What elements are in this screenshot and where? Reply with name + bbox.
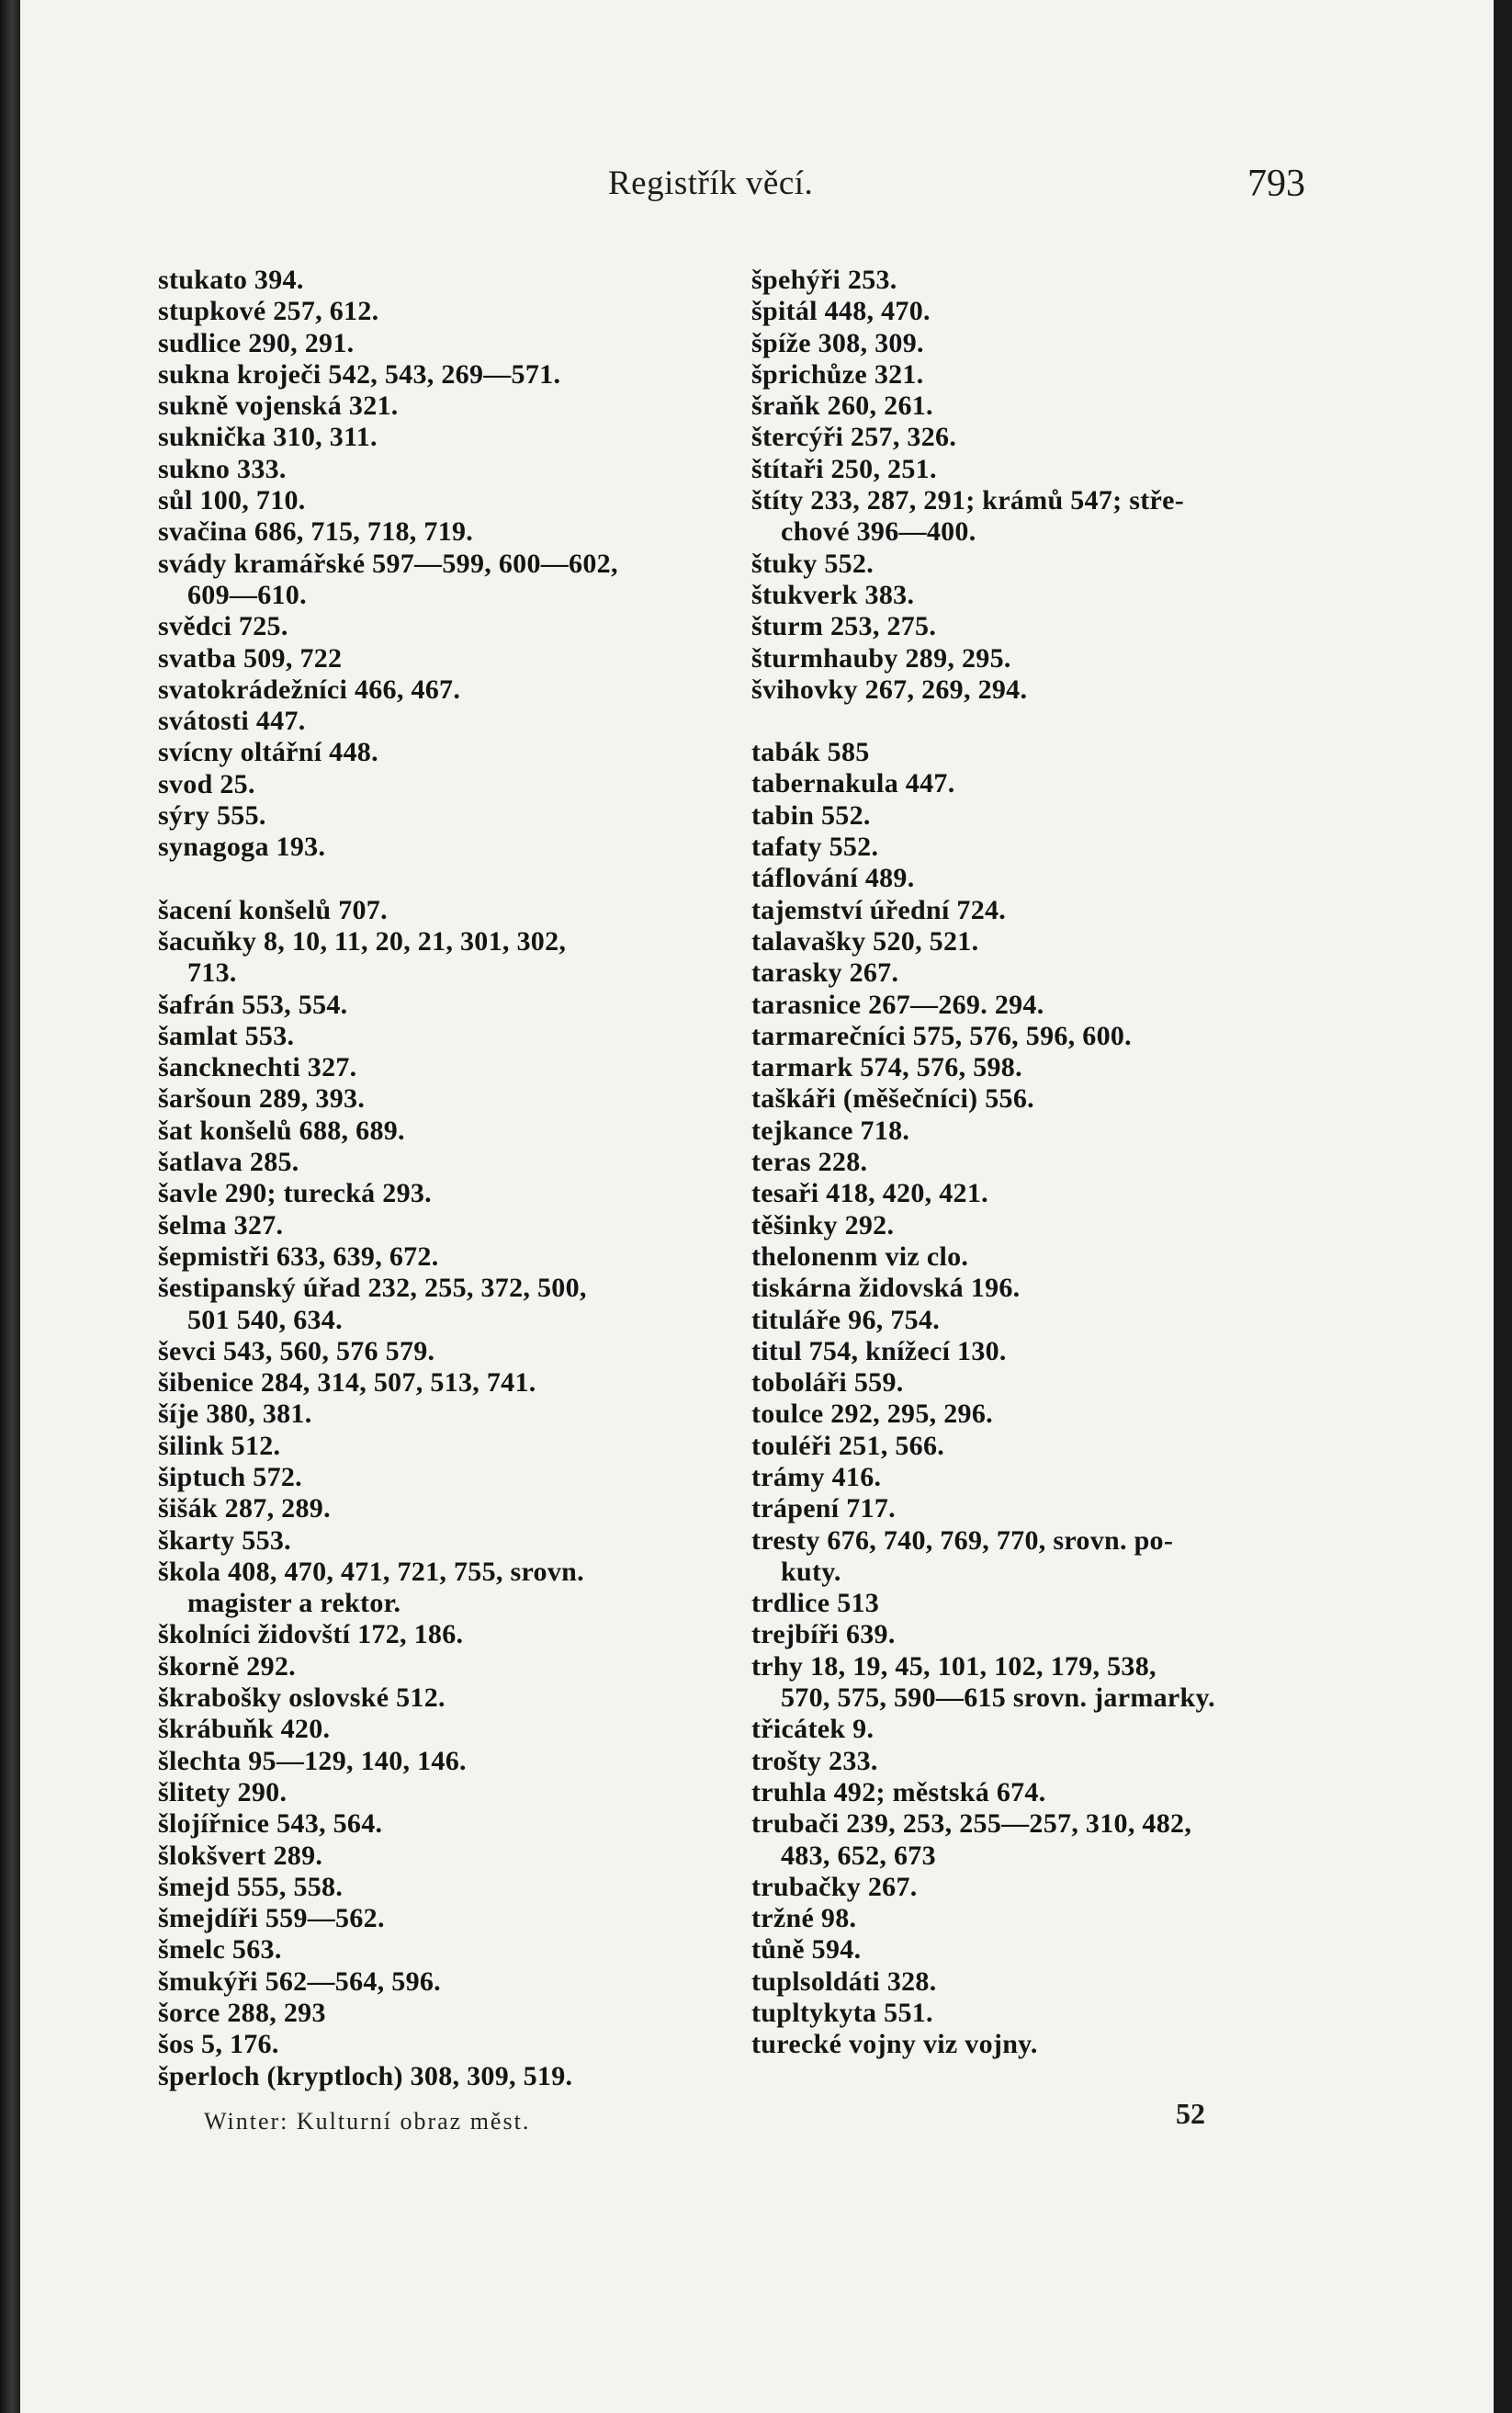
index-entry: šos 5, 176. — [158, 2029, 279, 2060]
index-entry: toulce 292, 295, 296. — [751, 1399, 993, 1430]
index-entry: třicátek 9. — [751, 1714, 874, 1745]
index-entry: sůl 100, 710. — [158, 485, 306, 516]
index-entry: šmelc 563. — [158, 1934, 282, 1966]
index-entry: tresty 676, 740, 769, 770, srovn. po- — [751, 1524, 1174, 1556]
index-entry-continuation: 501 540, 634. — [187, 1304, 343, 1335]
index-entry: šatlava 285. — [158, 1147, 299, 1178]
index-entry-continuation: 570, 575, 590—615 srovn. jarmarky. — [781, 1682, 1215, 1714]
index-entry: tarmark 574, 576, 598. — [751, 1052, 1022, 1083]
index-entry: škola 408, 470, 471, 721, 755, srovn. — [158, 1556, 584, 1587]
index-entry: tarasky 267. — [751, 957, 899, 989]
index-entry: těšinky 292. — [751, 1209, 895, 1240]
index-entry: šafrán 553, 554. — [158, 989, 348, 1020]
index-entry: svědci 725. — [158, 611, 288, 642]
index-entry: šmejdíři 559—562. — [158, 1903, 385, 1934]
index-entry: šaršoun 289, 393. — [158, 1083, 366, 1115]
index-column-right — [751, 265, 1348, 2061]
index-entry: šišák 287, 289. — [158, 1493, 331, 1524]
book-binding-shadow — [0, 0, 20, 2413]
index-entry: šturm 253, 275. — [751, 611, 937, 642]
index-entry: tajemství úřední 724. — [751, 894, 1007, 925]
index-entry: šacuňky 8, 10, 11, 20, 21, 301, 302, — [158, 925, 567, 957]
index-entry: turecké vojny viz vojny. — [751, 2029, 1038, 2060]
index-entry: šepmistři 633, 639, 672. — [158, 1240, 439, 1272]
index-entry: šestipanský úřad 232, 255, 372, 500, — [158, 1273, 587, 1304]
index-entry: šmejd 555, 558. — [158, 1871, 344, 1902]
index-entry: škrábuňk 420. — [158, 1714, 331, 1745]
index-entry: svícny oltářní 448. — [158, 737, 378, 768]
index-entry: toboláři 559. — [751, 1367, 904, 1399]
index-entry: tiskárna židovská 196. — [751, 1273, 1021, 1304]
index-entry: tupltykyta 551. — [751, 1998, 933, 2029]
index-entry: svátosti 447. — [158, 706, 306, 737]
index-entry: truhla 492; městská 674. — [751, 1776, 1046, 1807]
index-entry: šat konšelů 688, 689. — [158, 1115, 405, 1146]
index-entry-continuation: chové 396—400. — [781, 516, 976, 548]
index-entry: šelma 327. — [158, 1209, 284, 1240]
index-entry: šamlat 553. — [158, 1020, 295, 1051]
section-gap — [158, 864, 746, 895]
index-entry: svačina 686, 715, 718, 719. — [158, 516, 474, 548]
page-number: 793 — [1247, 163, 1305, 205]
index-entry: špíže 308, 309. — [751, 327, 924, 358]
index-entry: šorce 288, 293 — [158, 1998, 326, 2029]
index-entry: sýry 555. — [158, 800, 266, 832]
index-entry: štíty 233, 287, 291; krámů 547; stře- — [751, 485, 1185, 516]
index-entry: trápení 717. — [751, 1493, 896, 1524]
index-entry: šperloch (kryptloch) 308, 309, 519. — [158, 2060, 573, 2091]
index-entry: šprichůze 321. — [751, 358, 924, 390]
index-entry: štuky 552. — [751, 548, 874, 579]
index-entry: šibenice 284, 314, 507, 513, 741. — [158, 1367, 536, 1399]
index-entry: touléři 251, 566. — [751, 1430, 945, 1461]
index-entry: škorně 292. — [158, 1650, 296, 1682]
index-entry: stukato 394. — [158, 265, 304, 295]
index-entry-continuation: magister a rektor. — [187, 1588, 401, 1619]
index-entry-continuation: 713. — [187, 957, 237, 989]
index-entry: štítaři 250, 251. — [751, 453, 937, 484]
index-entry: teras 228. — [751, 1147, 868, 1178]
index-entry: špehýři 253. — [751, 265, 897, 295]
index-entry: školníci židovští 172, 186. — [158, 1619, 464, 1650]
index-entry: štercýři 257, 326. — [751, 422, 957, 453]
index-entry: špitál 448, 470. — [751, 296, 931, 327]
index-entry: svod 25. — [158, 768, 255, 799]
index-entry: štukverk 383. — [751, 579, 915, 610]
index-entry: šavle 290; turecká 293. — [158, 1178, 432, 1209]
index-entry: taškáři (měšečníci) 556. — [751, 1083, 1034, 1115]
index-entry: švihovky 267, 269, 294. — [751, 674, 1028, 705]
index-entry: suknička 310, 311. — [158, 422, 378, 453]
index-entry: šilink 512. — [158, 1430, 281, 1461]
index-entry: svatokrádežníci 466, 467. — [158, 674, 461, 705]
index-entry: trubačky 267. — [751, 1871, 918, 1902]
index-entry: šlechta 95—129, 140, 146. — [158, 1745, 467, 1776]
index-entry: tesaři 418, 420, 421. — [751, 1178, 988, 1209]
index-entry: trhy 18, 19, 45, 101, 102, 179, 538, — [751, 1650, 1157, 1682]
index-entry: ševci 543, 560, 576 579. — [158, 1335, 435, 1366]
index-entry: trubači 239, 253, 255—257, 310, 482, — [751, 1808, 1192, 1840]
page-edge-shadow — [1494, 0, 1512, 2413]
footer-source-line: Winter: Kulturní obraz měst. — [204, 2108, 531, 2135]
section-gap — [751, 706, 1348, 737]
index-entry: sukno 333. — [158, 453, 287, 484]
book-page — [20, 0, 1494, 2413]
index-entry: šmukýři 562—564, 596. — [158, 1966, 441, 1997]
index-entry: tarasnice 267—269. 294. — [751, 989, 1044, 1020]
index-entry: trdlice 513 — [751, 1588, 880, 1619]
index-entry-continuation: 483, 652, 673 — [781, 1840, 936, 1871]
index-entry: šancknechti 327. — [158, 1052, 357, 1083]
index-entry: škrabošky oslovské 512. — [158, 1682, 446, 1714]
index-column-left — [158, 265, 746, 2092]
index-entry: trošty 233. — [751, 1745, 878, 1776]
index-entry: šlokšvert 289. — [158, 1840, 323, 1871]
index-entry: tabernakula 447. — [751, 768, 955, 799]
index-entry: šraňk 260, 261. — [751, 391, 933, 422]
index-entry: svády kramářské 597—599, 600—602, — [158, 548, 618, 579]
index-entry: tafaty 552. — [751, 832, 879, 863]
index-entry: šlojířnice 543, 564. — [158, 1808, 383, 1840]
index-entry: táflování 489. — [751, 863, 915, 894]
index-entry: šíje 380, 381. — [158, 1399, 312, 1430]
sheet-signature-number: 52 — [1176, 2097, 1205, 2130]
index-entry: šturmhauby 289, 295. — [751, 642, 1011, 674]
index-entry: tituláře 96, 754. — [751, 1304, 941, 1335]
index-entry: sukna kroječi 542, 543, 269—571. — [158, 358, 561, 390]
index-entry-continuation: kuty. — [781, 1556, 841, 1587]
index-entry: tabin 552. — [751, 799, 871, 831]
index-entry: šiptuch 572. — [158, 1461, 302, 1492]
index-entry: trámy 416. — [751, 1461, 882, 1492]
index-entry: škarty 553. — [158, 1524, 291, 1556]
index-entry: šacení konšelů 707. — [158, 894, 388, 925]
running-header: Registřík věcí. — [608, 164, 814, 202]
index-entry: stupkové 257, 612. — [158, 296, 379, 327]
index-entry-continuation: 609—610. — [187, 579, 307, 610]
index-entry: synagoga 193. — [158, 832, 326, 863]
index-entry: tuplsoldáti 328. — [751, 1966, 937, 1997]
index-entry: titul 754, knížecí 130. — [751, 1335, 1007, 1366]
index-entry: šlitety 290. — [158, 1776, 288, 1807]
index-entry: tarmarečníci 575, 576, 596, 600. — [751, 1020, 1132, 1051]
index-entry: tůně 594. — [751, 1934, 862, 1966]
index-entry: tejkance 718. — [751, 1115, 910, 1146]
index-entry: thelonenm viz clo. — [751, 1240, 969, 1272]
index-entry: talavašky 520, 521. — [751, 925, 979, 957]
index-entry: tržné 98. — [751, 1903, 857, 1934]
index-entry: sukně vojenská 321. — [158, 391, 399, 422]
index-entry: tabák 585 — [751, 737, 870, 768]
index-entry: svatba 509, 722 — [158, 642, 343, 674]
index-entry: trejbíři 639. — [751, 1619, 896, 1650]
index-entry: sudlice 290, 291. — [158, 327, 355, 358]
